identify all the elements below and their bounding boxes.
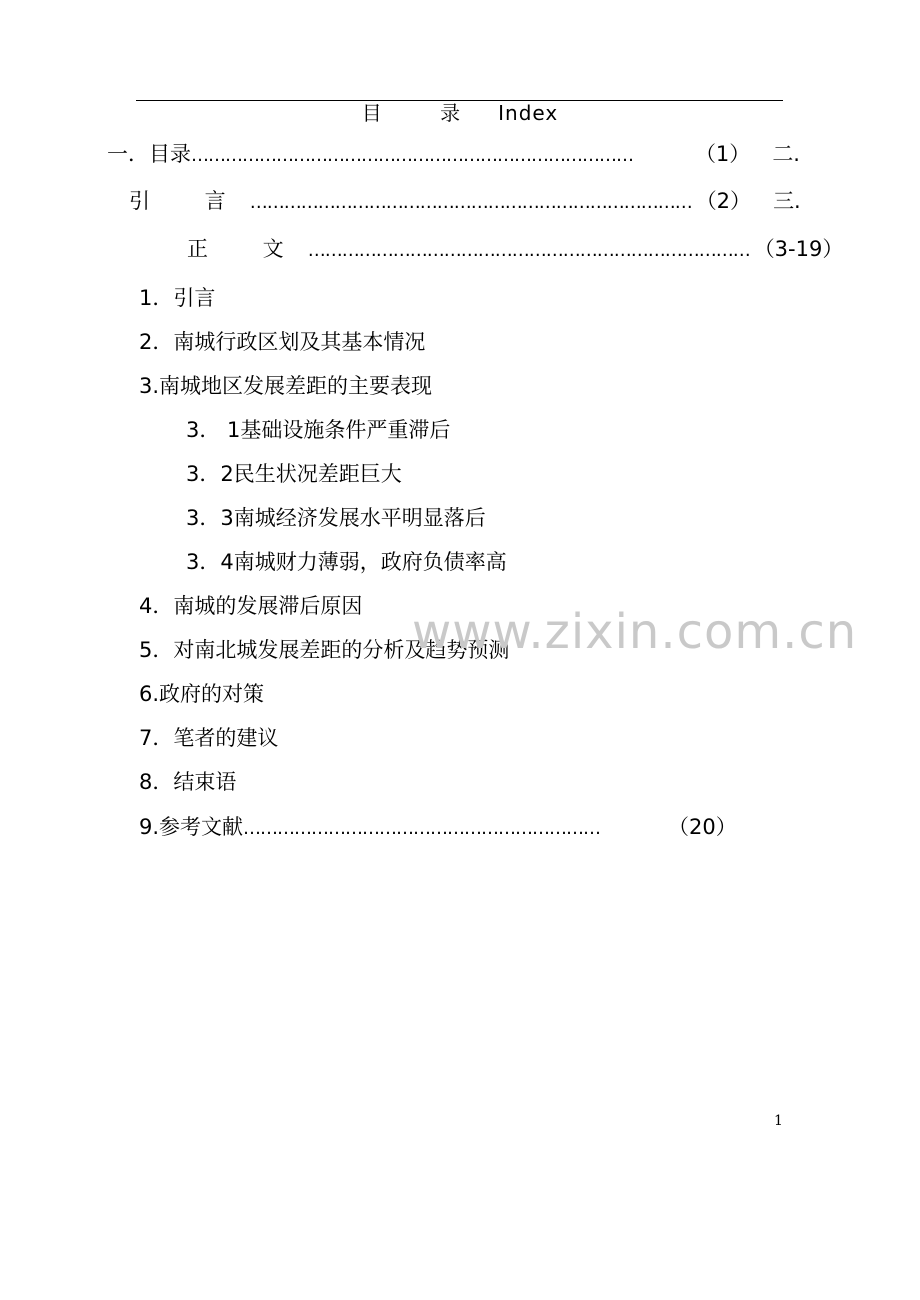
toc-entry-contents[interactable] <box>107 140 800 168</box>
toc-page-ref: （2） <box>695 189 752 213</box>
toc-label: 正 文 <box>187 237 308 261</box>
section-entry[interactable]: 2．南城行政区划及其基本情况 <box>139 330 426 354</box>
page-number: 1 <box>774 1113 783 1129</box>
section-entry[interactable]: 3.南城地区发展差距的主要表现 <box>139 374 433 398</box>
dot-leader: ……………………………………………………… <box>243 818 601 839</box>
subsection-entry[interactable]: 3．2民生状况差距巨大 <box>186 462 402 486</box>
title-chinese: 目 录 <box>361 101 487 125</box>
toc-page-ref: （20） <box>668 815 737 839</box>
section-entry[interactable]: 8．结束语 <box>139 770 237 794</box>
toc-label: 9.参考文献 <box>139 815 244 839</box>
toc-label: 一．目录 <box>107 142 191 166</box>
dot-leader: …………………………………………………………………… <box>191 145 633 166</box>
title-english: Index <box>498 101 559 125</box>
toc-label: 引 言 <box>129 189 250 213</box>
toc-page-ref: （1） <box>694 142 751 166</box>
subsection-entry[interactable]: 3． 1基础设施条件严重滞后 <box>186 418 451 442</box>
section-entry[interactable]: 6.政府的对策 <box>139 682 265 706</box>
subsection-entry[interactable]: 3．4南城财力薄弱，政府负债率高 <box>186 550 507 574</box>
dot-leader: …………………………………………………………………… <box>307 240 750 261</box>
page-title <box>0 101 920 125</box>
section-entry[interactable]: 5．对南北城发展差距的分析及趋势预测 <box>139 638 510 662</box>
subsection-entry[interactable]: 3．3南城经济发展水平明显落后 <box>186 506 486 530</box>
next-numeral: 三. <box>773 189 801 213</box>
toc-entry-body[interactable] <box>187 235 844 263</box>
next-numeral: 二. <box>772 142 800 166</box>
section-entry[interactable]: 4．南城的发展滞后原因 <box>139 594 363 618</box>
toc-entry-introduction[interactable] <box>129 187 801 215</box>
section-entry[interactable]: 7．笔者的建议 <box>139 726 279 750</box>
watermark: www.zixin.com.cn <box>412 604 858 660</box>
toc-page-ref: （3-19） <box>753 237 844 261</box>
toc-entry-references[interactable] <box>139 813 739 841</box>
dot-leader: …………………………………………………………………… <box>249 192 692 213</box>
section-entry[interactable]: 1．引言 <box>139 286 216 310</box>
